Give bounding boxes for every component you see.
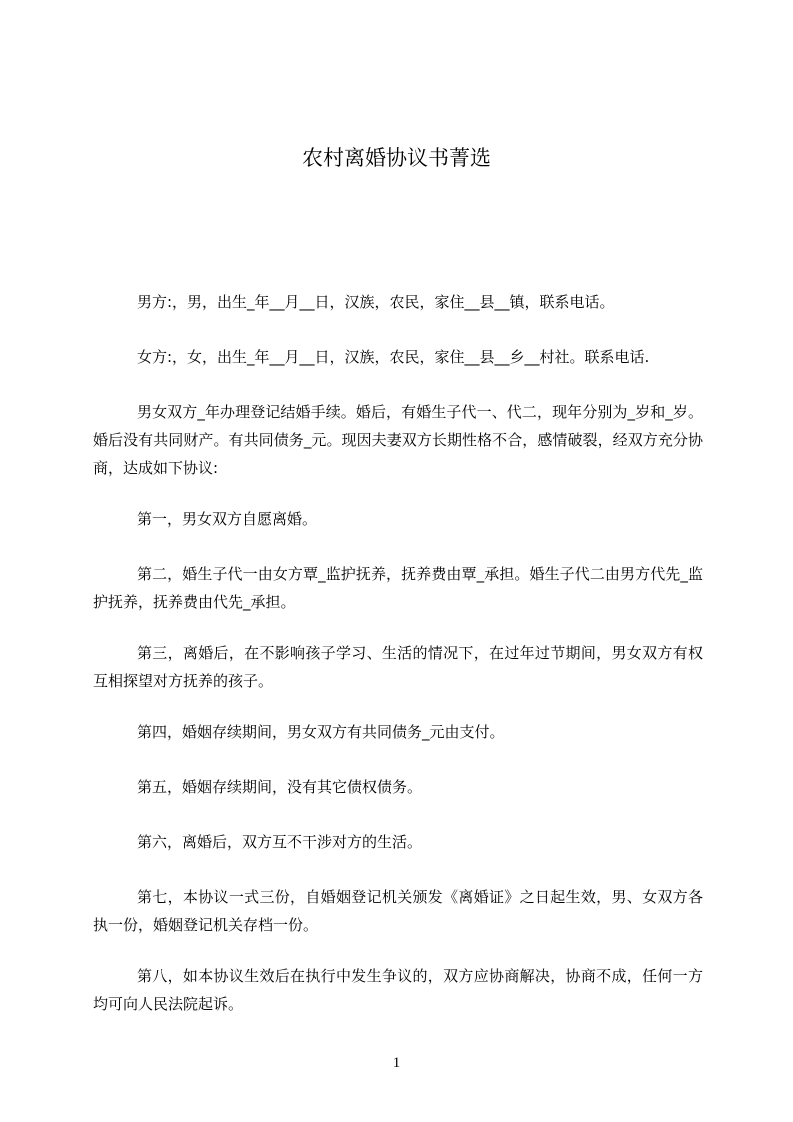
paragraph-husband-info: 男方:，男，出生_年__月__日，汉族，农民，家住__县__镇，联系电话。 [137,293,615,311]
paragraph-article-6: 第六，离婚后，双方互不干涉对方的生活。 [137,833,423,851]
page-number: 1 [392,1055,401,1071]
document-title: 农村离婚协议书菁选 [302,146,491,170]
paragraph-wife-info: 女方:，女，出生_年__月__日，汉族，农民，家住__县__乡__村社。联系电话. [137,348,650,366]
paragraph-article-1: 第一，男女双方自愿离婚。 [137,510,318,528]
paragraph-article-5: 第五，婚姻存续期间，没有其它债权债务。 [137,778,423,796]
paragraph-article-8: 第八，如本协议生效后在执行中发生争议的，双方应协商解决，协商不成，任何一方均可向人民法院起诉。 [93,967,703,1013]
paragraph-article-2: 第二，婚生子代一由女方覃_监护抚养，抚养费由覃_承担。婚生子代二由男方代先_监护抚养，抚养费由代先_承担。 [93,565,703,611]
paragraph-article-7: 第七，本协议一式三份，自婚姻登记机关颁发《离婚证》之日起生效，男、女双方各执一份，婚姻登记机关存档一份。 [93,888,703,934]
document-body [93,288,703,1018]
paragraph-article-3: 第三，离婚后，在不影响孩子学习、生活的情况下，在过年过节期间，男女双方有权互相探望对方抚养的孩子。 [93,644,703,690]
paragraph-background: 男女双方_年办理登记结婚手续。婚后，有婚生子代一、代二，现年分别为_岁和_岁。婚后没有共同财产。有共同债务_元。现因夫妻双方长期性格不合，感情破裂，经双方充分协商，达成如下协议: [93,403,703,477]
paragraph-article-4: 第四，婚姻存续期间，男女双方有共同债务_元由支付。 [137,723,505,741]
